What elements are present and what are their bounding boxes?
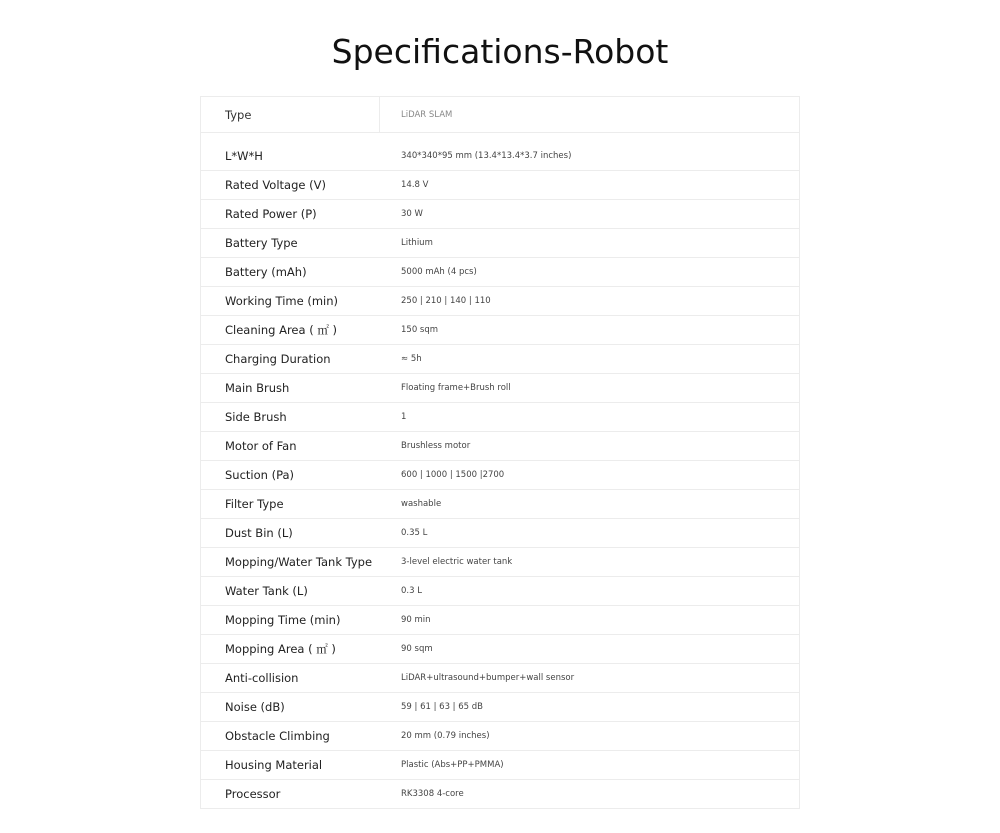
row-label: Dust Bin (L) (225, 526, 293, 540)
row-value: Lithium (401, 238, 433, 248)
table-row (201, 373, 799, 402)
row-label: Mopping Area ( ㎡ ) (225, 642, 336, 656)
row-value: 340*340*95 mm (13.4*13.4*3.7 inches) (401, 150, 572, 161)
row-label: Water Tank (L) (225, 584, 308, 598)
row-label: Main Brush (225, 381, 290, 395)
table-row (201, 547, 799, 576)
table-row (201, 286, 799, 315)
table-row (201, 460, 799, 489)
row-label: Mopping Time (min) (225, 613, 341, 627)
table-row (201, 489, 799, 518)
row-value: LiDAR+ultrasound+bumper+wall sensor (401, 673, 575, 683)
row-label: Motor of Fan (225, 439, 297, 453)
row-label: Noise (dB) (225, 700, 285, 714)
table-row (201, 750, 799, 779)
table-row (201, 344, 799, 373)
row-value: RK3308 4-core (401, 789, 464, 799)
specifications-table (200, 96, 800, 809)
row-value: washable (401, 499, 442, 509)
row-value: Plastic (Abs+PP+PMMA) (401, 760, 504, 770)
row-label: Processor (225, 787, 281, 801)
row-value: 0.3 L (401, 586, 422, 596)
row-value: 1 (401, 412, 407, 422)
table-row (201, 199, 799, 228)
row-label: Anti-collision (225, 671, 299, 685)
row-label: Battery (mAh) (225, 265, 307, 279)
row-label: Rated Voltage (V) (225, 178, 326, 192)
table-row (201, 170, 799, 199)
table-row (201, 518, 799, 547)
row-label: Housing Material (225, 758, 323, 772)
row-label: Rated Power (P) (225, 207, 317, 221)
row-value: 0.35 L (401, 528, 428, 538)
row-label: Filter Type (225, 497, 284, 511)
row-value: 90 sqm (401, 644, 433, 654)
row-value: 59 | 61 | 63 | 65 dB (401, 702, 483, 712)
table-spacer (201, 133, 799, 141)
row-label: Type (201, 97, 380, 132)
row-value: 14.8 V (401, 180, 429, 190)
row-label: Side Brush (225, 410, 287, 424)
row-label: Battery Type (225, 236, 298, 250)
table-row (201, 721, 799, 750)
row-value: 250 | 210 | 140 | 110 (401, 296, 491, 306)
table-row (201, 315, 799, 344)
page-title: Specifications-Robot (331, 32, 669, 71)
row-value: 3-level electric water tank (401, 557, 513, 567)
table-row (201, 228, 799, 257)
table-row (201, 663, 799, 692)
row-value: 90 min (401, 615, 431, 625)
row-label: Suction (Pa) (225, 468, 295, 482)
row-label: L*W*H (225, 148, 263, 163)
table-row (201, 402, 799, 431)
row-label: Working Time (min) (225, 294, 339, 308)
row-value: Floating frame+Brush roll (401, 383, 511, 393)
row-value: 5000 mAh (4 pcs) (401, 267, 477, 277)
table-row (201, 257, 799, 286)
row-value: 150 sqm (401, 325, 439, 335)
table-row (201, 576, 799, 605)
row-value: Brushless motor (401, 441, 471, 451)
table-row-type (201, 97, 799, 133)
row-label: Cleaning Area ( ㎡ ) (225, 323, 337, 337)
row-label: Charging Duration (225, 352, 331, 366)
row-value: 600 | 1000 | 1500 |2700 (401, 470, 505, 480)
row-label: Mopping/Water Tank Type (225, 555, 373, 569)
row-label: Obstacle Climbing (225, 729, 330, 743)
row-value: 30 W (401, 209, 423, 219)
table-row (201, 431, 799, 460)
table-row (201, 605, 799, 634)
table-row (201, 692, 799, 721)
table-row (201, 634, 799, 663)
row-value: LiDAR SLAM (401, 109, 453, 120)
table-row (201, 779, 799, 808)
row-value: ≈ 5h (401, 354, 422, 364)
table-row (201, 141, 799, 170)
row-value: 20 mm (0.79 inches) (401, 731, 490, 741)
